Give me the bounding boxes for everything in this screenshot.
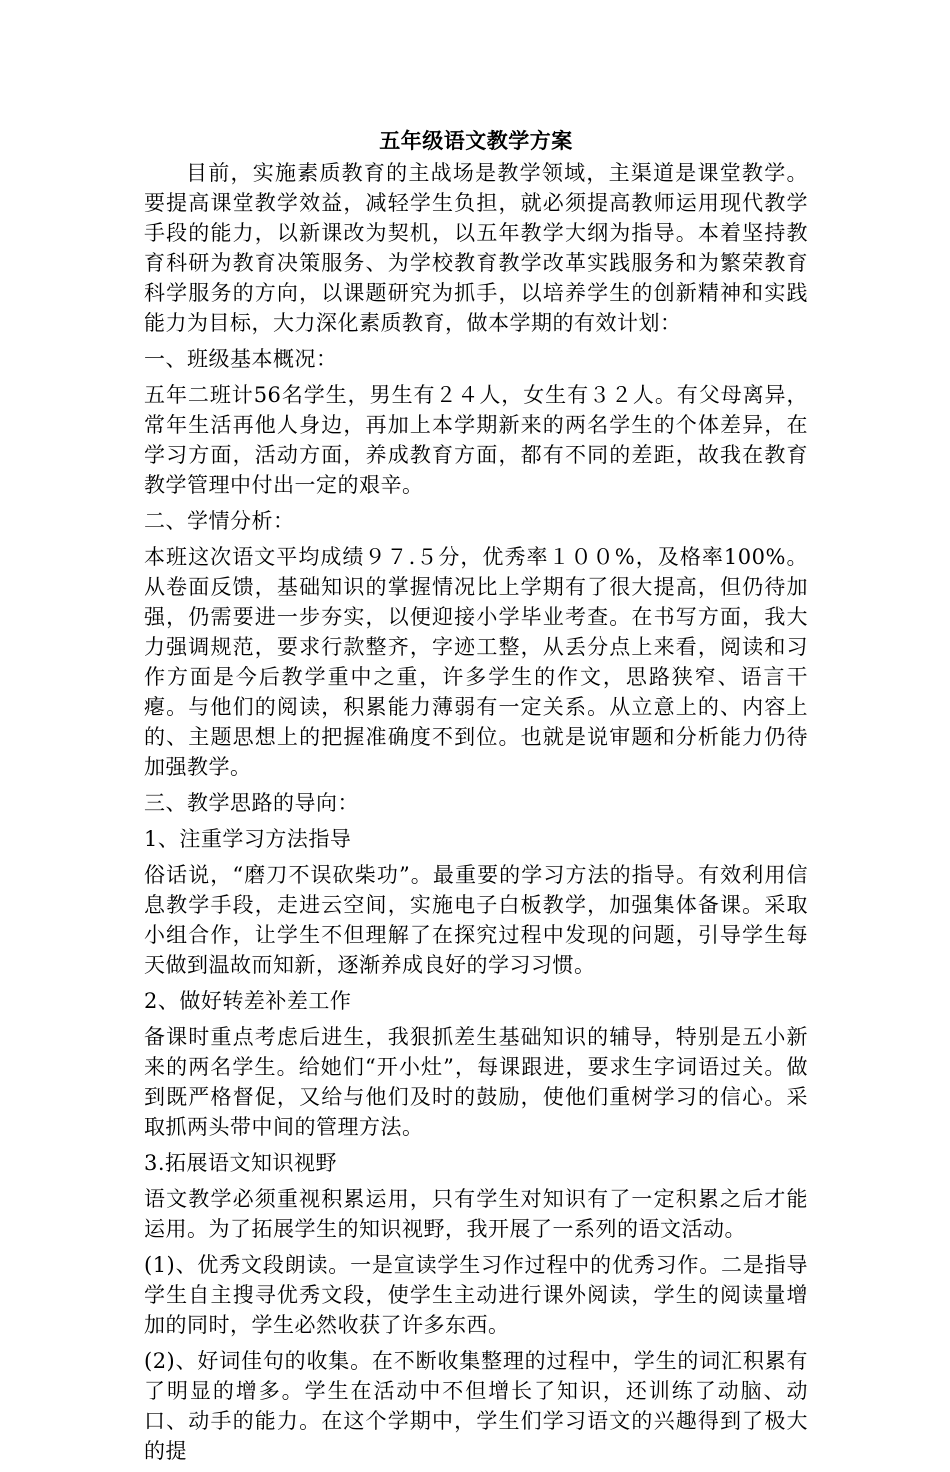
list-item-excellent-reading: (1)、优秀文段朗读。一是宣读学生习作过程中的优秀习作。二是指导学生自主搜寻优秀文段，使学生主动进行课外阅读，学生的阅读量增加的同时，学生必然收获了许多东西。: [144, 1253, 808, 1337]
section-text-learning-analysis: 本班这次语文平均成绩９７.５分，优秀率１００%，及格率100%。从卷面反馈，基础知识的掌握情况比上学期有了很大提高，但仍待加强，仍需要进一步夯实，以便迎接小学毕业考查。在书写方面，我大力强调规范，要求行款整齐，字迹工整，从丢分点上来看，阅读和习作方面是今后教学重中之重，许多学生的作文，思路狭窄、语言干瘪。与他们的阅读，积累能力薄弱有一定关系。从立意上的、内容上的、主题思想上的把握准确度不到位。也就是说审题和分析能力仍待加强教学。: [144, 545, 808, 779]
document-page: [144, 126, 808, 1472]
section-heading-teaching-approach: 三、教学思路的导向：: [144, 791, 359, 815]
subtext-study-methods: 俗话说，“磨刀不误砍柴功”。最重要的学习方法的指导。有效利用信息教学手段，走进云空间，实施电子白板教学，加强集体备课。采取小组合作，让学生不但理解了在探究过程中发现的问题，引导学生每天做到温故而知新，逐渐养成良好的学习习惯。: [144, 863, 808, 977]
subheading-remedial-work: 2、做好转差补差工作: [144, 989, 352, 1013]
document-title: 五年级语文教学方案: [379, 128, 573, 153]
intro-paragraph: 目前，实施素质教育的主战场是教学领域，主渠道是课堂教学。要提高课堂教学效益，减轻学生负担，就必须提高教师运用现代教学手段的能力，以新课改为契机，以五年教学大纲为指导。本着坚持教育科研为教育决策服务、为学校教育教学改革实践服务和为繁荣教育科学服务的方向，以课题研究为抓手，以培养学生的创新精神和实践能力为目标，大力深化素质教育，做本学期的有效计划：: [144, 161, 808, 335]
section-heading-class-overview: 一、班级基本概况：: [144, 347, 338, 371]
subtext-remedial-work: 备课时重点考虑后进生，我狠抓差生基础知识的辅导，特别是五小新来的两名学生。给她们“开小灶”，每课跟进，要求生字词语过关。做到既严格督促，又给与他们及时的鼓励，使他们重树学习的信心。采取抓两头带中间的管理方法。: [144, 1025, 808, 1139]
section-heading-learning-analysis: 二、学情分析：: [144, 509, 295, 533]
list-item-phrase-collection: (2)、好词佳句的收集。在不断收集整理的过程中，学生的词汇积累有了明显的增多。学生在活动中不但增长了知识，还训练了动脑、动口、动手的能力。在这个学期中，学生们学习语文的兴趣得到了极大的提: [144, 1349, 808, 1463]
subheading-study-methods: 1、注重学习方法指导: [144, 827, 352, 851]
subheading-expand-knowledge: 3.拓展语文知识视野: [144, 1151, 338, 1175]
subtext-expand-knowledge: 语文教学必须重视积累运用，只有学生对知识有了一定积累之后才能运用。为了拓展学生的知识视野，我开展了一系列的语文活动。: [144, 1187, 808, 1241]
section-text-class-overview: 五年二班计56名学生，男生有２４人，女生有３２人。有父母离异，常年生活再他人身边，再加上本学期新来的两名学生的个体差异，在学习方面，活动方面，养成教育方面，都有不同的差距，故我在教育教学管理中付出一定的艰辛。: [144, 383, 808, 497]
